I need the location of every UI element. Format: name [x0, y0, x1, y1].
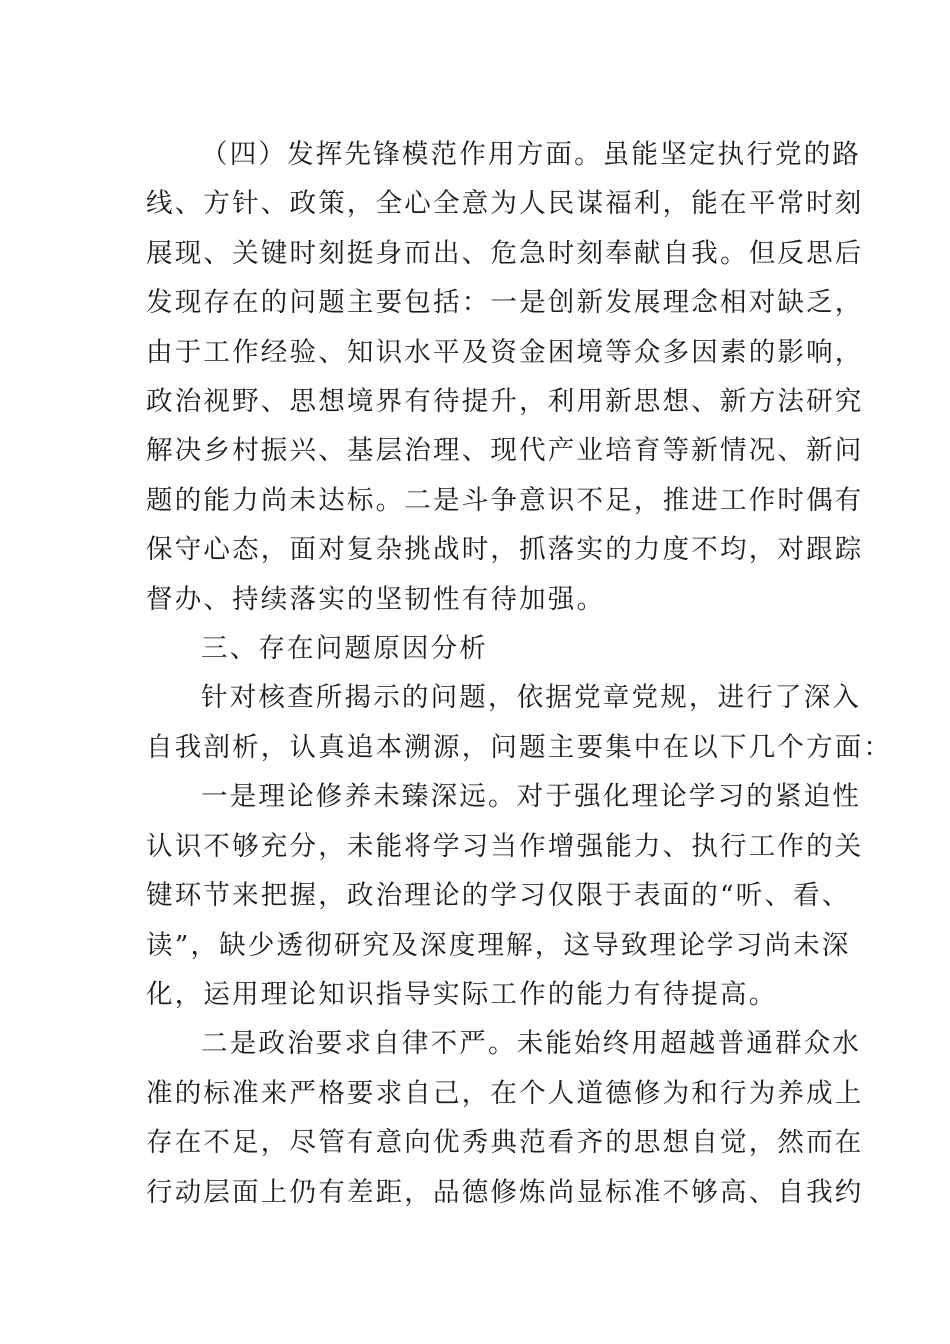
section-heading: 三、存在问题原因分析 [201, 633, 488, 665]
text-line: 针对核查所揭示的问题，依据党章党规，进行了深入 [201, 682, 862, 714]
text-line: 题的能力尚未达标。二是斗争意识不足，推进工作时偶有 [146, 484, 864, 516]
text-line: 督办、持续落实的坚韧性有待加强。 [146, 583, 606, 615]
text-line: 线、方针、政策，全心全意为人民谋福利，能在平常时刻 [146, 188, 864, 220]
text-line: 键环节来把握，政治理论的学习仅限于表面的“听、看、 [146, 880, 851, 912]
text-line: 准的标准来严格要求自己，在个人道德修为和行为养成上 [146, 1077, 864, 1109]
text-line: 由于工作经验、知识水平及资金困境等众多因素的影响， [146, 336, 864, 368]
paragraph-political-discipline [146, 1019, 864, 1217]
text-line: 认识不够充分，未能将学习当作增强能力、执行工作的关 [146, 830, 864, 862]
text-line: 读”，缺少透彻研究及深度理解，这导致理论学习尚未深 [146, 929, 851, 961]
document-body [146, 130, 893, 1217]
text-line: 保守心态，面对复杂挑战时，抓落实的力度不均，对跟踪 [146, 534, 864, 566]
text-line: 行动层面上仍有差距，品德修炼尚显标准不够高、自我约 [146, 1176, 864, 1208]
paragraph-vanguard-role [146, 130, 864, 624]
text-line: 化，运用理论知识指导实际工作的能力有待提高。 [146, 978, 778, 1010]
text-line: （四）发挥先锋模范作用方面。虽能坚定执行党的路 [201, 139, 862, 170]
text-line: 自我剖析，认真追本溯源，问题主要集中在以下几个方面： [146, 731, 893, 763]
text-line: 二是政治要求自律不严。未能始终用超越普通群众水 [201, 1028, 862, 1060]
text-line: 展现、关键时刻挺身而出、危急时刻奉献自我。但反思后 [146, 237, 864, 269]
text-line: 存在不足，尽管有意向优秀典范看齐的思想自觉，然而在 [146, 1127, 864, 1159]
paragraph-intro [146, 673, 893, 772]
section-heading-cause-analysis [146, 624, 806, 673]
text-line: 解决乡村振兴、基层治理、现代产业培育等新情况、新问 [146, 435, 864, 467]
text-line: 政治视野、思想境界有待提升，利用新思想、新方法研究 [146, 386, 864, 418]
paragraph-theory-cultivation [146, 772, 864, 1019]
text-line: 一是理论修养未臻深远。对于强化理论学习的紧迫性 [201, 781, 862, 813]
text-line: 发现存在的问题主要包括：一是创新发展理念相对缺乏， [146, 287, 864, 319]
